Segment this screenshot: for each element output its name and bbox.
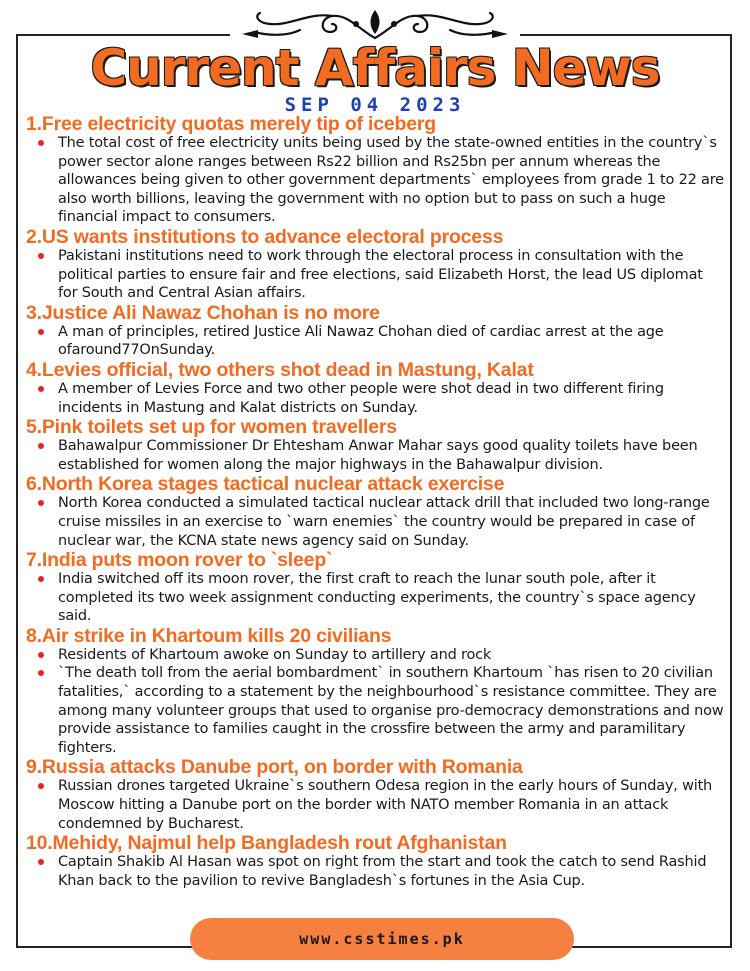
news-bullet-text: Residents of Khartoum awoke on Sunday to artillery and rock [58,646,492,663]
news-bullet [38,323,726,360]
news-bullet [38,134,726,227]
news-bullet [38,437,726,474]
bullet-dot-icon [38,500,44,506]
news-headline: 4.Levies official, two others shot dead in Mastung, Kalat [26,358,534,381]
news-item [26,360,726,417]
news-headline: 2.US wants institutions to advance electoral process [26,225,504,248]
news-headline: 6.North Korea stages tactical nuclear attack exercise [26,473,505,496]
news-bullets [26,570,726,626]
news-bullet-text: Bahawalpur Commissioner Dr Ehtesham Anwar Mahar says good quality toilets have been established for women along the major highways in the Bahawalpur division. [58,438,698,473]
news-bullet [38,646,726,665]
news-bullets [26,134,726,227]
news-list [26,114,726,890]
news-item [26,626,726,758]
news-headline: 7.India puts moon rover to `sleep` [26,549,333,572]
decorative-flourish-icon [230,4,520,44]
bullet-dot-icon [38,670,44,676]
website-link[interactable]: www.csstimes.pk [190,918,574,960]
news-bullet [38,247,726,303]
news-bullet-text: Russian drones targeted Ukraine`s southern Odesa region in the early hours of Sunday, with Moscow hitting a Danube port on the border with NATO member Romania in an attack condemned by Bucharest. [58,778,713,832]
news-bullet-text: A man of principles, retired Justice Ali Nawaz Chohan died of cardiac arrest at the age ofaround77OnSunday. [58,323,664,359]
news-bullet [38,853,726,890]
news-headline: 10.Mehidy, Najmul help Bangladesh rout Afghanistan [26,832,507,855]
bullet-dot-icon [38,783,44,789]
news-bullets [26,437,726,474]
news-bullet [38,494,726,550]
publication-date: SEP 04 2023 [284,94,466,116]
news-bullet [38,570,726,626]
bullet-dot-icon [38,652,44,658]
bullet-dot-icon [38,859,44,865]
news-headline: 5.Pink toilets set up for women travellers [26,416,397,439]
bullet-dot-icon [38,576,44,582]
page-title: Current Affairs News [90,39,660,97]
bullet-dot-icon [38,443,44,449]
news-item [26,757,726,833]
news-bullets [26,323,726,360]
news-item [26,114,726,227]
news-bullets [26,646,726,758]
news-bullet-text: A member of Levies Force and two other people were shot dead in two different firing incidents in Mastung and Kalat districts on Sunday. [58,380,664,416]
news-item [26,833,726,890]
news-headline: 1.Free electricity quotas merely tip of iceberg [26,113,437,135]
news-item [26,227,726,303]
news-headline: 3.Justice Ali Nawaz Chohan is no more [26,301,380,324]
news-bullets [26,494,726,550]
bullet-dot-icon [38,253,44,259]
news-item [26,550,726,626]
news-headline: 9.Russia attacks Danube port, on border with Romania [26,756,523,779]
news-bullet-text: India switched off its moon rover, the first craft to reach the lunar south pole, after it completed its two week assignment conducting experiments, the country`s space agency said. [58,571,696,625]
bullet-dot-icon [38,329,44,335]
news-bullets [26,853,726,890]
news-bullets [26,247,726,303]
news-item [26,303,726,360]
news-bullets [26,380,726,417]
news-bullet-text: Captain Shakib Al Hasan was spot on right from the start and took the catch to send Rashid Khan back to the pavilion to revive Bangladesh`s fortunes in the Asia Cup. [58,854,707,889]
news-bullet-text: `The death toll from the aerial bombardment` in southern Khartoum `has risen to 20 civilian fatalities,` according to a statement by the neighbourhood`s resistance committee. They are among many volunteer groups that used to organise pro-democracy demonstrations and now provide assistance to families caught in the crossfire between the army and paramilitary fighters. [58,665,724,756]
news-bullet [38,777,726,833]
bullet-dot-icon [38,140,44,146]
news-bullets [26,777,726,833]
bullet-dot-icon [38,386,44,392]
news-bullet-text: The total cost of free electricity units being used by the state-owned entities in the country`s power sector alone ranges between Rs22 billion and Rs25bn per annum whereas the allowances being given to other government departments` employees from grade 1 to 22 are also worth billions, leaving the government with no option but to pass on such a huge financial impact to consumers. [58,135,724,226]
news-item [26,417,726,474]
news-bullet [38,380,726,417]
news-item [26,474,726,550]
news-bullet-text: North Korea conducted a simulated tactical nuclear attack drill that included two long-range cruise missiles in an exercise to `warn enemies` the country would be prepared in case of nuclear war, the KCNA state news agency said on Sunday. [58,495,710,549]
news-headline: 8.Air strike in Khartoum kills 20 civilians [26,624,392,647]
news-bullet-text: Pakistani institutions need to work through the electoral process in consultation with the political parties to ensure fair and free elections, said Elizabeth Horst, the lead US diplomat for South and Central Asian affairs. [58,247,703,302]
news-bullet [38,664,726,757]
